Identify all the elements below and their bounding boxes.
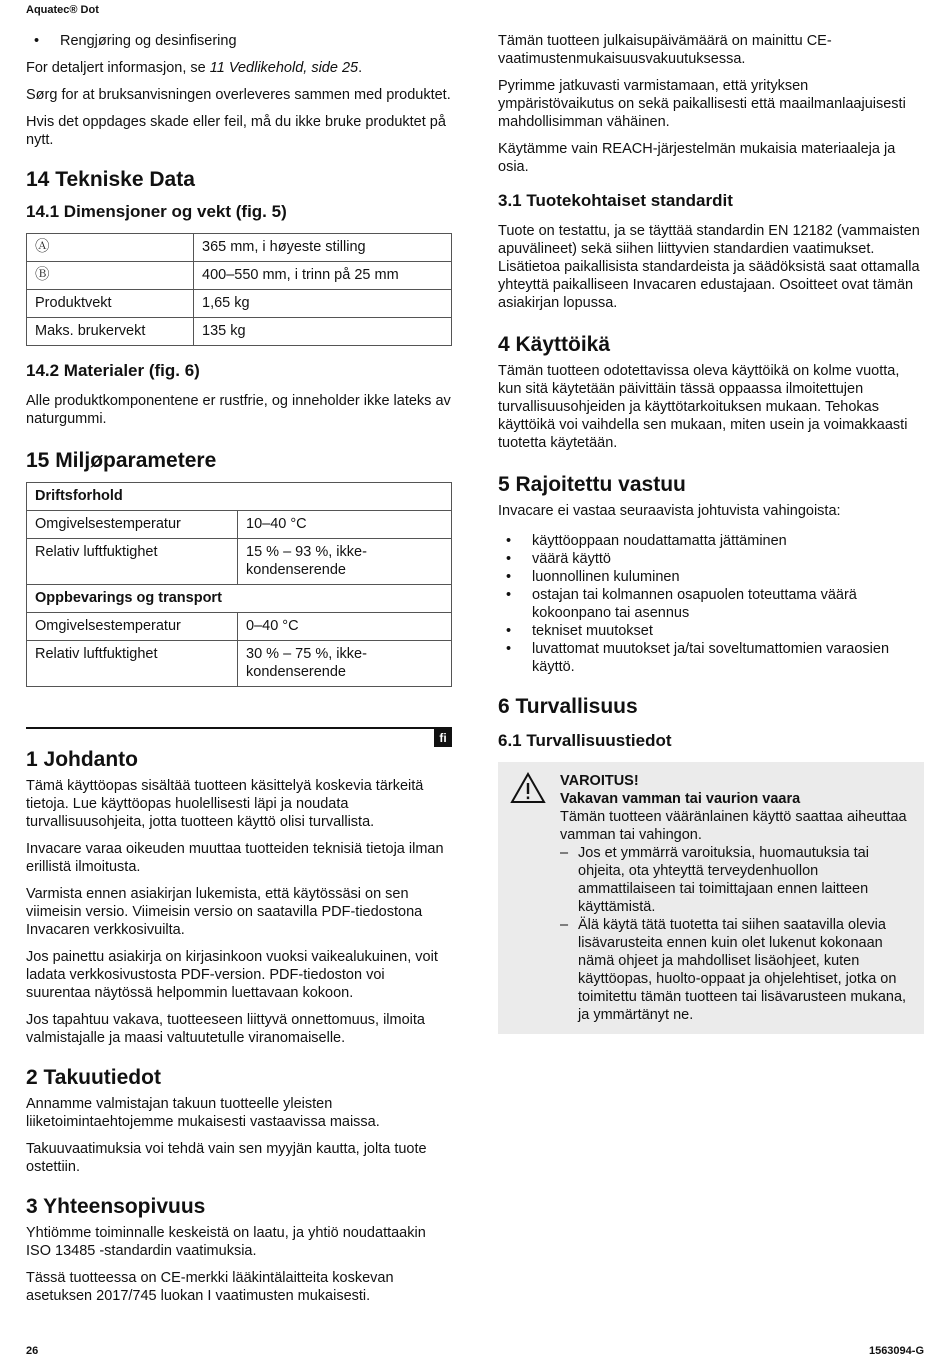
right-column: [498, 32, 924, 1034]
warning-content: [560, 772, 914, 1024]
paragraph: Pyrimme jatkuvasti varmistamaan, että yrityksen ympäristövaikutus on sekä paikallisesti että maailmanlaajuisesti mahdollisimman vähäinen.: [498, 78, 906, 130]
table-row: Ⓑ 400–550 mm, i trinn på 25 mm: [27, 262, 452, 290]
section-heading-6: 6 Turvallisuus: [498, 695, 638, 718]
warning-title: VAROITUS!: [560, 773, 639, 789]
section-heading-4: 4 Käyttöikä: [498, 333, 611, 356]
maintenance-reference: For detaljert informasjon, se 11 Vedlikehold, side 25.: [26, 60, 363, 76]
left-column: [26, 32, 452, 1314]
list-item: • luvattomat muutokset ja/tai soveltumattomien varaosien käyttö.: [498, 640, 924, 676]
list-item: • luonnollinen kuluminen: [498, 568, 924, 586]
paragraph: Invacare ei vastaa seuraavista johtuvista vahingoista:: [498, 503, 841, 519]
table-row: Maks. brukervekt 135 kg: [27, 318, 452, 346]
table-row: Driftsforhold: [27, 483, 452, 511]
section-heading-15: 15 Miljøparametere: [26, 449, 217, 472]
list-item: • käyttöoppaan noudattamatta jättäminen: [498, 532, 924, 550]
paragraph: Tuote on testattu, ja se täyttää standardin EN 12182 (vammaisten apuvälineet) sekä siihen liittyvien standardien vaatimukset. Lisätietoa paikallisista standardeista ja säädöksistä saat ottamalla yhteyttä paikalliseen Invacaren edustajaan. Osoitteet ovat tämän asiakirjan lopussa.: [498, 223, 920, 311]
warning-subtitle: Vakavan vamman tai vaurion vaara: [560, 791, 801, 807]
paragraph: Invacare varaa oikeuden muuttaa tuotteiden teknisiä tietoja ilman erillistä ilmoitusta.: [26, 841, 444, 875]
paragraph: Yhtiömme toiminnalle keskeistä on laatu, ja yhtiö noudattaakin ISO 13485 -standardin vaatimuksia.: [26, 1225, 426, 1259]
paragraph: Takuuvaatimuksia voi tehdä vain sen myyjän kautta, jolta tuote ostettiin.: [26, 1141, 427, 1175]
warning-triangle-icon: [510, 772, 560, 1024]
table-row: Oppbevarings og transport: [27, 585, 452, 613]
table-row: Omgivelsestemperatur 10–40 °C: [27, 511, 452, 539]
section-heading-3-1: 3.1 Tuotekohtaiset standardit: [498, 191, 733, 210]
section-heading-14-1: 14.1 Dimensjoner og vekt (fig. 5): [26, 202, 287, 221]
table-row: Omgivelsestemperatur 0–40 °C: [27, 613, 452, 641]
section-heading-14-2: 14.2 Materialer (fig. 6): [26, 361, 200, 380]
warning-item: – Älä käytä tätä tuotetta tai siihen saatavilla olevia lisävarusteita ennen kuin olet lukenut kokonaan nämä ohjeet ja mahdolliset lisäohjeet, kuten käyttöopas, huolto-oppaat ja ohjelehtiset, jotka on toimitettu tämän tuotteen tai lisävarusteen mukana, ja ymmärtänyt ne.: [560, 916, 914, 1024]
list-item: • väärä käyttö: [498, 550, 924, 568]
paragraph: Tämä käyttöopas sisältää tuotteen käsittelyä koskevia tärkeitä tietoja. Lue käyttöopas huolellisesti läpi ja noudata turvallisuusohjeita, jotta tuotteen käyttö olisi turvallista.: [26, 778, 424, 830]
environment-table: [26, 482, 452, 687]
paragraph: Hvis det oppdages skade eller feil, må du ikke bruke produktet på nytt.: [26, 114, 446, 148]
paragraph: Varmista ennen asiakirjan lukemista, että käytössäsi on sen viimeisin versio. Viimeisin versio on saatavilla PDF-tiedostona Invacaren verkkosivuilta.: [26, 886, 423, 938]
section-heading-5: 5 Rajoitettu vastuu: [498, 473, 686, 496]
paragraph: Tämän tuotteen julkaisupäivämäärä on mainittu CE-vaatimustenmukaisuusvakuutuksessa.: [498, 33, 832, 67]
section-heading-6-1: 6.1 Turvallisuustiedot: [498, 731, 672, 750]
list-item: • Rengjøring og desinfisering: [26, 32, 452, 50]
section-heading-14: 14 Tekniske Data: [26, 168, 195, 191]
table-row: Relativ luftfuktighet 30 % – 75 %, ikke-kondenserende: [27, 641, 452, 687]
section-heading-3: 3 Yhteensopivuus: [26, 1195, 206, 1218]
paragraph: Tämän tuotteen odotettavissa oleva käyttöikä on kolme vuotta, kun sitä käytetään päivittäin tässä oppaassa ilmoitettujen turvallisuusohjeiden ja käyttötarkoituksen mukaan. Tehokas käyttöikä voi vaihdella sen mukaan, miten usein ja voimakkaasti tuotetta käytetään.: [498, 363, 908, 451]
page-number: 26: [26, 1345, 39, 1357]
paragraph: Jos painettu asiakirja on kirjasinkoon vuoksi vaikealukuinen, voit ladata verkkosivustosta PDF-version. PDF-tiedoston voi suurentaa näytössä helpommin luettavaan kokoon.: [26, 949, 438, 1001]
paragraph: Alle produktkomponentene er rustfrie, og inneholder ikke lateks av naturgummi.: [26, 393, 451, 427]
document-code: 1563094-G: [868, 1345, 924, 1357]
language-separator: [26, 727, 452, 751]
section-link[interactable]: 11 Vedlikehold, side 25: [209, 60, 359, 76]
list-item: • tekniset muutokset: [498, 622, 924, 640]
list-item: • ostajan tai kolmannen osapuolen toteuttama väärä kokoonpano tai asennus: [498, 586, 924, 622]
liability-bullet-list: [498, 532, 924, 676]
paragraph: Käytämme vain REACH-järjestelmän mukaisia materiaaleja ja osia.: [498, 141, 896, 175]
warning-item: – Jos et ymmärrä varoituksia, huomautuksia tai ohjeita, ota yhteyttä terveydenhuollon ammattilaiseen tai toimittajaan ennen laitteen käyttämistä.: [560, 844, 914, 916]
dimensions-table: [26, 233, 452, 346]
section-heading-2: 2 Takuutiedot: [26, 1066, 161, 1089]
section-heading-1: 1 Johdanto: [26, 748, 139, 771]
warning-text: Tämän tuotteen vääränlainen käyttö saattaa aiheuttaa vamman tai vahingon.: [560, 809, 907, 843]
paragraph: Jos tapahtuu vakava, tuotteeseen liittyvä onnettomuus, ilmoita valmistajalle ja maasi valtuutetulle viranomaiselle.: [26, 1012, 425, 1046]
intro-bullet-list: [26, 32, 452, 50]
paragraph: Annamme valmistajan takuun tuotteelle yleisten liiketoimintaehtojemme mukaisesti vastaavissa maissa.: [26, 1096, 380, 1130]
header-product-name: Aquatec® Dot: [26, 4, 99, 16]
language-badge: fi: [434, 729, 452, 747]
table-row: Relativ luftfuktighet 15 % – 93 %, ikke-kondenserende: [27, 539, 452, 585]
table-row: Ⓐ 365 mm, i høyeste stilling: [27, 234, 452, 262]
paragraph: Sørg for at bruksanvisningen overleveres sammen med produktet.: [26, 87, 451, 103]
table-row: Produktvekt 1,65 kg: [27, 290, 452, 318]
warning-box: [498, 762, 924, 1034]
paragraph: Tässä tuotteessa on CE-merkki lääkintälaitteita koskevan asetuksen 2017/745 luokan I vaatimusten mukaisesti.: [26, 1270, 394, 1304]
